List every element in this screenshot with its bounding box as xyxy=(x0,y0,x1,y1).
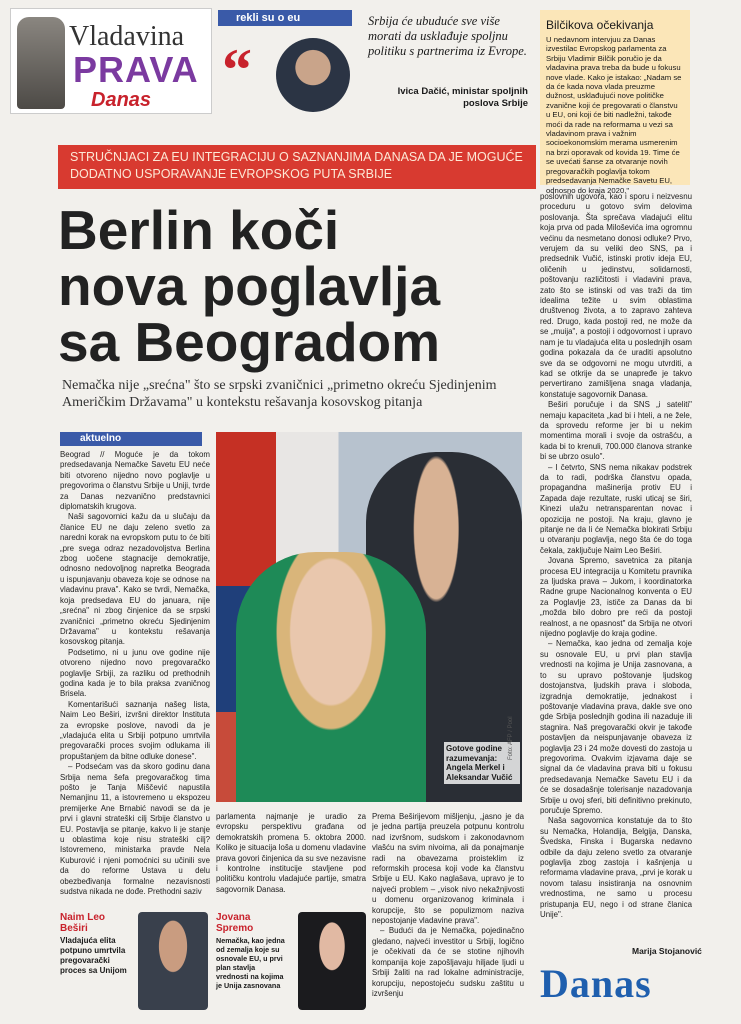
person-quote: Vladajuća elita potpuno umrtvila pregovarački proces sa Unijom xyxy=(60,936,127,975)
statue-icon xyxy=(17,17,65,109)
col1-paragraph: – Podsećam vas da skoro godinu dana Srbija nema šefa pregovaračkog tima pošto je Tanja Miščević napustila Nemanjinu 11, a istovremeno u ekspozeu premijerke Ane Brnabić navodi se da je prvi i glavni strateški cilj Srbije članstvo u EU. Postavlja se pitanje, kakvo li je stanje u oblastima koje nisu strateški cilj? Istovremeno, ministarka pravde Nela Kuburović i njeni pomoćnici su učinili sve da do reforme Ustava u delu obezbeđivanja formalne nezavisnosti sudstva nikada ne dođe. Prethodni saziv xyxy=(60,762,210,897)
logo-line-2: PRAVA xyxy=(73,49,199,90)
vladavina-prava-logo xyxy=(10,8,212,114)
quote-section-label: rekli su o eu xyxy=(218,10,352,26)
byline: Marija Stojanović xyxy=(632,946,702,956)
column-1 xyxy=(60,450,210,906)
person-card-besiri xyxy=(60,912,210,1012)
section-label: aktuelno xyxy=(60,432,202,446)
col1-paragraph: Podsetimo, ni u junu ove godine nije otvoreno nijedno novo pregovaračko poglavlje Srbiji, za razliku od prethodnih godina kada je to bila praksa zvaničnog Brisela. xyxy=(60,647,210,699)
person-name: Jovana Spremo xyxy=(216,912,254,934)
column-3 xyxy=(372,812,524,1012)
right-paragraph: – Nemačka, kao jedna od zemalja koje su osnovale EU, u prvi plan stavlja vrednosti na kojima je Unija zasnovana, a to su upravo poštovanje ljudskog dostojanstva, ljudskih prava i sloboda, izgradnja demokratije, jednakost i poštovanje vladavina prava, dakle sve ono gde Srbija poslednjih godina ili nazaduje ili stagnira. Naš pregovarački okvir je takođe postavljen da neispunjavanje obaveza iz poglavlja 23 i 24 može dovesti do zastoja u pregovorima. Ovakvim izjavama daje se signal da će vladavina prava biti u fokusu predsedavanja Nemačke Savetu EU i da će se dosadašnje tolerisanje nazadovanja Srbije u ovoj sferi, biti definitivno prekinuto, poručuje Spremo. xyxy=(540,639,692,815)
headline-line-2: nova poglavlja xyxy=(58,255,441,317)
right-paragraph: Beširi poručuje i da SNS „i sateliti" nemaju kapaciteta „kad bi i hteli, a ne žele, da sprovedu reforme jer bi u nekim momentima morali i svoje da ostrašću, a kada bi to krenuli, 700.000 članova stranke bi se ubrzo osulo". xyxy=(540,400,692,462)
sidebox-title: Bilčikova očekivanja xyxy=(546,18,654,32)
column-2 xyxy=(216,812,366,895)
article-lede: Nemačka nije „srećna" što se srpski zvaničnici „primetno okreću Sjedinjenim Američkim Državama" u kontekstu rešavanja kosovskog pitanja xyxy=(62,378,497,410)
person-card-spremo xyxy=(216,912,366,1012)
bilcik-sidebox xyxy=(540,10,690,195)
right-paragraph: – I četvrto, SNS nema nikakav podstrek da to radi, podrška članstvu opada, propagandna mašinerija protiv EU i Zapada daje rezultate, ruski uticaj se širi, Kinezi ulažu netransparentan novac i opozicija ne postoji. Na kraju, glavno je pitanje ne da li će Nemačka blokirati Srbiju u otvaranju poglavlja, nego šta će do toga čekala, zaključuje Naim Leo Beširi. xyxy=(540,462,692,555)
danas-brand-logo: Danas xyxy=(540,961,652,1006)
quote-text: Srbija će ubuduće sve više morati da usklađuje spoljnu politiku s partnerima iz Evrope. xyxy=(368,14,527,58)
right-paragraph: Naša sagovornica konstatuje da to što su Nemačka, Holandija, Belgija, Danska, Švedska, Finska i Bugarska nedavno odbile da daju zeleno svetlo za otvaranje poglavlja zbog zastoja i kašnjenja u reformama vladavine prava, „prvi je korak u novom talasu insistiranja na osnovnim vrednostima, ne samo u procesu pristupanja EU, nego i od strane članica Unije". xyxy=(540,816,692,920)
photo-caption: Gotove godine razumevanja: Angela Merkel i Aleksandar Vučić xyxy=(444,742,520,784)
right-paragraph: poslovnih ugovora, kao i sporu i neizvesnu proceduru u gotovo svim delovima poslovanja. Šta sprečava vladajući elitu koja prva od pada Miloševića ima ogromnu većinu da nesmetano donosi odluke? Prvo, verujem da su veliki deo SNS, pa i predsednik Vučić, istinski protiv ideja EU, oličenih u jedinstvu, solidarnosti, poštovanju različitosti i vladavini prava, zato što se istinski od vas traži da tim idealima težite u svim oblastima društvenog života, a to zapravo zahteva red. Drugo, kada postoji red, ne može da se „muija", a postoji i odgovornost i upravo nam je tu vladajuća elita u poslednjih osam godina pokazala da će uraditi apsolutno sve da se odgovorni ne mogu utvrditi, a kad se otkrije da se unapređe je takvo pervertirano zamišljena snaga vladanja, konstatuje sagovornik Danasa. xyxy=(540,192,692,399)
sidebox-body: U nedavnom intervjuu za Danas izvestilac Evropskog parlamenta za Srbiju Vladimir Bilčik poručio je da vladavina prava treba da bude u fokusu nove vlade. Kako je istakao: „Nadam se da će kada nova vlada preuzme dužnost, usklađujući nove političke zvanične koji će pregovarati o članstvu u EU, oni koji će biti nadležni, takođe moći da rade na reformama u vezi sa vladavinom prava i važnim socioekonomskim merama usmerenim na brzi oporavak od kovida 19. Time će se uvećati šanse za otvaranje novih pregovaračkih poglavlja tokom predsedavanja Nemačke Savetu EU, odnosno do kraja 2020." xyxy=(546,35,682,195)
spremo-photo xyxy=(298,912,366,1010)
photo-credit: Foto: AFP / Pool xyxy=(508,716,514,760)
col1-paragraph: Komentarišući saznanja našeg lista, Naim Leo Beširi, izvršni direktor Instituta za evropske poslove, navodi da je „vladajuća elita u Srbiji potpuno umrtvila pregovarački proces svojim odlukama ili propuštanjem da bitne odluke donese". xyxy=(60,699,210,761)
logo-line-1: Vladavina xyxy=(69,21,185,52)
logo-line-3: Danas xyxy=(91,89,152,111)
headline-line-3: sa Beogradom xyxy=(58,311,441,373)
besiri-photo xyxy=(138,912,208,1010)
person-quote: Nemačka, kao jedna od zemalja koje su osnovale EU, u prvi plan stavlja vrednosti na kojima je Unija zasnovana xyxy=(216,936,285,990)
col1-paragraph: Naši sagovornici kažu da u slučaju da članice EU ne daju zeleno svetlo za naredni korak na evropskom putu to će biti „pre svega odraz nezadovoljstva Berlina zbog uočene stagnacije demokratije, odnosno nedovoljnog napretka Beograda u ispunjavanju obaveza koje se odnose na vladavinu prava". Kako se tvrdi, Nemačka, koja predsedava EU do januara, nije „srećna" ni zbog činjenice da se srpski zvaničnici „primetno okreću Sjedinjenim Državama" u kontekstu rešavanja kosovskog pitanja. xyxy=(60,512,210,647)
column-right xyxy=(540,192,692,952)
merkel-figure xyxy=(236,552,426,802)
dacic-portrait xyxy=(276,38,350,112)
col1-paragraph: Beograd // Moguće je da tokom predsedavanja Nemačke Savetu EU neće biti otvoreno nijedno novo poglavlje u pregovorima o članstvu Srbije u Uniji, tvrde za Danas nezvanično predstavnici diplomatskih krugova. xyxy=(60,450,210,512)
col3-paragraph: Prema Beširijevom mišljenju, „jasno je da je jedna partija preuzela potpunu kontrolu nad izvršnom, sudskom i zakonodavnom vlašću na svim nivoima, ali da ponajmanje radi na obavezama proisteklim iz reformskih procesa koji vode ka članstvu Srbije u EU. Kako naglašava, upravo je to najveći problem – „visok nivo nekažnjivosti u domenu organizovanog kriminala i korupcije, što se populizmom naziva nepostojanje vladavine prava". xyxy=(372,812,524,926)
right-paragraph: Jovana Spremo, savetnica za pitanja procesa EU integracija u Komitetu pravnika za ljudska prava – Jukom, i koordinatorka Radne grupe Nacionalnog konventa o EU za Poglavlje 23, ističe za Danas da bi „možda bilo dobro pre reći da postoji realnost, a ne opasnost" da Srbija ne otvori nijedno poglavlje do kraja godine. xyxy=(540,556,692,639)
article-kicker: STRUČNJACI ZA EU INTEGRACIJU O SAZNANJIMA DANASA DA JE MOGUĆE DODATNO USPORAVANJE EVROPSKOG PUTA SRBIJE xyxy=(58,145,536,189)
headline-line-1: Berlin koči xyxy=(58,199,340,261)
quote-author: Ivica Dačić, ministar spoljnih poslova Srbije xyxy=(397,86,528,109)
col3-paragraph: – Budući da je Nemačka, pojedinačno gledano, najveći investitor u Srbiji, logično je očekivati da će se stotine njihovih kompanija koje zapošljavaju hiljade ljudi u Srbiji žaliti na rad lokalne administracije, korupciju, nepostojeću sudsku zaštitu u izvršenju xyxy=(372,926,524,998)
person-name: Naim Leo Beširi xyxy=(60,912,106,934)
article-headline xyxy=(58,199,528,373)
col2-paragraph: parlamenta najmanje je uradio za evropsku perspektivu građana od demokratskih promena 5. oktobra 2000. Koliko je situacija loša u domenu vladavine prava govori činjenica da su sve nezavisne i kontrolne institucije stavljene pod političku kontrolu vladajuće partije, smatra sagovornik Danasa. xyxy=(216,812,367,894)
quote-mark-icon: “ xyxy=(222,37,252,103)
